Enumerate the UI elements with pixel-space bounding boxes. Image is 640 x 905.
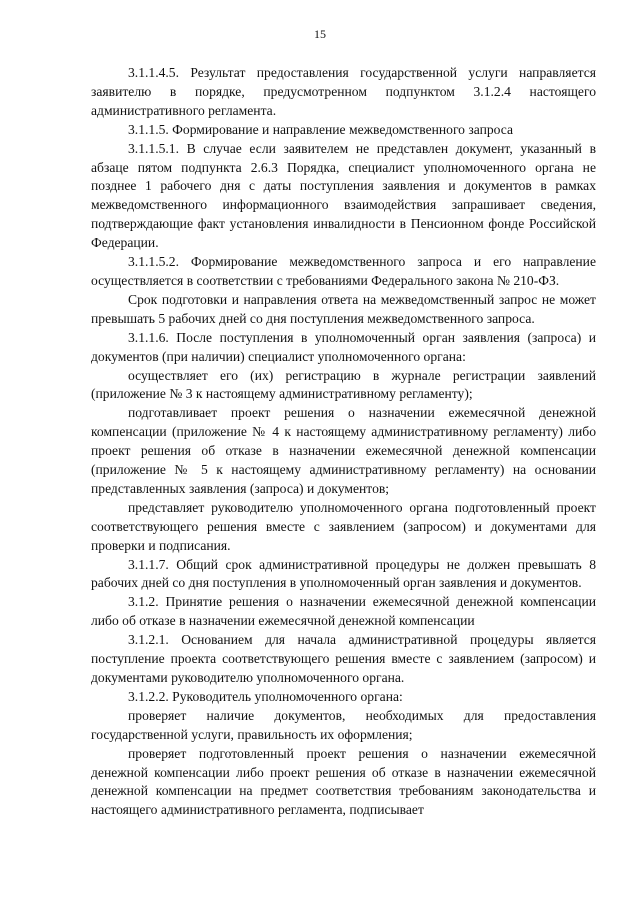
- paragraph-3-1-1-5-heading: 3.1.1.5. Формирование и направление межведомственного запроса: [128, 121, 514, 137]
- paragraph-submit-draft: представляет руководителю уполномоченного органа подготовленный проект соответствующего решения вместе с заявлением (запросом) и документами для проверки и подписания.: [91, 499, 596, 553]
- paragraph-prepare-draft: подготавливает проект решения о назначении ежемесячной денежной компенсации (приложение № 4 к настоящему административному регламенту) либо проект решения об отказе в назначении ежемесячной денежной компенсации (приложение № 5 к настоящему административному регламенту) на основании представленных заявления (запроса) и документов;: [91, 405, 596, 496]
- document-body: [91, 64, 596, 820]
- paragraph-registration: осуществляет его (их) регистрацию в журнале регистрации заявлений (приложение № 3 к настоящему административному регламенту);: [91, 367, 596, 402]
- paragraph-3-1-1-6: 3.1.1.6. После поступления в уполномоченный орган заявления (запроса) и документов (при наличии) специалист уполномоченного органа:: [91, 329, 596, 364]
- page-number: 15: [314, 27, 326, 41]
- paragraph-check-draft: проверяет подготовленный проект решения о назначении ежемесячной денежной компенсации либо проект решения об отказе в назначении ежемесячной денежной компенсации на предмет соответствия требованиям законодательства и настоящего административного регламента, подписывает: [91, 745, 596, 818]
- paragraph-3-1-1-5-2: 3.1.1.5.2. Формирование межведомственного запроса и его направление осуществляется в соответствии с требованиями Федерального закона № 210-ФЗ.: [91, 254, 596, 288]
- paragraph-response-deadline: Срок подготовки и направления ответа на межведомственный запрос не может превышать 5 рабочих дней со дня поступления межведомственного запроса.: [91, 291, 596, 326]
- paragraph-check-documents: проверяет наличие документов, необходимых для предоставления государственной услуги, правильность их оформления;: [91, 707, 596, 742]
- paragraph-3-1-2-1: 3.1.2.1. Основанием для начала административной процедуры является поступление проекта соответствующего решения вместе с заявлением (запросом) и документами руководителю уполномоченного органа.: [91, 632, 596, 685]
- paragraph-3-1-2-heading: 3.1.2. Принятие решения о назначении ежемесячной денежной компенсации либо об отказе в назначении ежемесячной денежной компенсации: [91, 594, 596, 629]
- paragraph-3-1-1-7: 3.1.1.7. Общий срок административной процедуры не должен превышать 8 рабочих дней со дня поступления в уполномоченный орган заявления и документов.: [91, 556, 596, 591]
- paragraph-3-1-1-5-1: 3.1.1.5.1. В случае если заявителем не представлен документ, указанный в абзаце пятом подпункта 2.6.3 Порядка, специалист уполномоченного органа не позднее 1 рабочего дня с даты поступления заявления и документов в рамках межведомственного информационного взаимодействия запрашивает сведения, подтверждающие факт установления инвалидности в Пенсионном фонде Российской Федерации.: [91, 140, 596, 251]
- paragraph-3-1-2-2: 3.1.2.2. Руководитель уполномоченного органа:: [128, 688, 403, 704]
- paragraph-3-1-1-4-5: 3.1.1.4.5. Результат предоставления государственной услуги направляется заявителю в порядке, предусмотренном подпунктом 3.1.2.4 настоящего административного регламента.: [91, 65, 596, 118]
